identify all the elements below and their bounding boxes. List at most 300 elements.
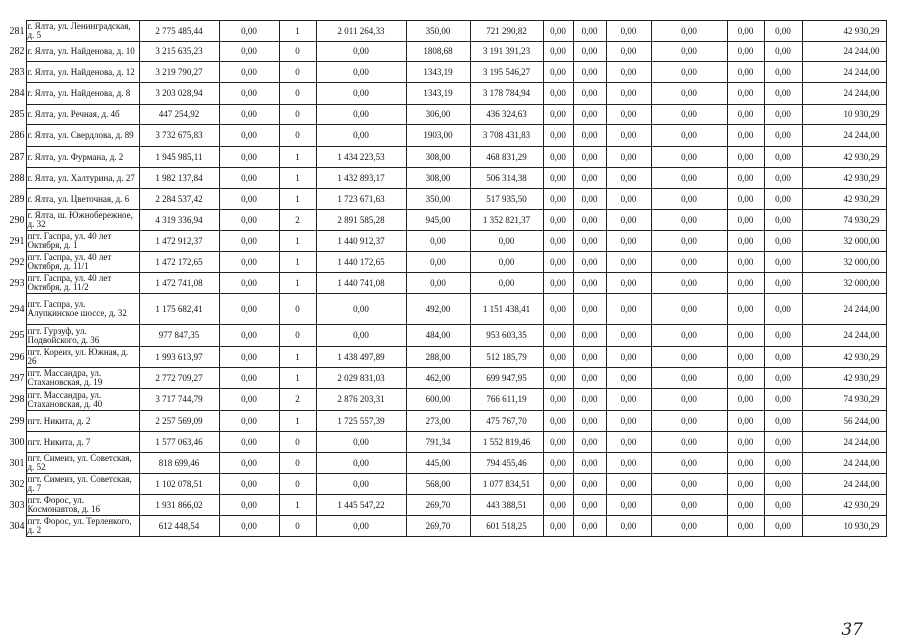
value-cell: 945,00 (406, 210, 470, 231)
table-row (0, 83, 886, 105)
row-number: 283 (9, 66, 25, 78)
value-cell: 0,00 (573, 105, 606, 125)
value-cell: 0,00 (606, 325, 651, 347)
value-cell: 0,00 (606, 389, 651, 411)
value-cell: 0,00 (651, 231, 727, 252)
value-cell: 0,00 (606, 252, 651, 273)
row-number: 286 (9, 130, 25, 141)
value-cell: 2 876 203,31 (316, 389, 406, 411)
value-cell: 0,00 (727, 83, 764, 105)
value-cell: 0,00 (727, 147, 764, 168)
address-cell: г. Ялта, ул. Речная, д. 4б (26, 105, 139, 125)
value-cell: 2 891 585,28 (316, 210, 406, 231)
value-cell: 24 244,00 (802, 125, 886, 147)
row-number: 293 (9, 277, 25, 289)
value-cell: 0,00 (764, 347, 802, 368)
value-cell: 0,00 (543, 474, 573, 495)
value-cell: 1 440 912,37 (316, 231, 406, 252)
row-number: 299 (9, 415, 25, 427)
value-cell: 0,00 (219, 147, 279, 168)
address-cell: г. Ялта, ул. Найденова, д. 12 (26, 62, 139, 83)
value-cell: 1 432 893,17 (316, 168, 406, 189)
page-number: 37 (841, 620, 863, 640)
value-cell: 0,00 (727, 495, 764, 516)
value-cell: 600,00 (406, 389, 470, 411)
value-cell: 0,00 (764, 168, 802, 189)
row-number: 301 (9, 457, 25, 469)
value-cell: 10 930,29 (802, 105, 886, 125)
value-cell: 0,00 (316, 83, 406, 105)
address-cell: пгт. Форос, ул. Космонавтов, д. 16 (26, 495, 139, 516)
address-cell: г. Ялта, ул. Фурмана, д. 2 (26, 147, 139, 168)
value-cell: 0 (279, 62, 316, 83)
value-cell: 0,00 (651, 62, 727, 83)
value-cell: 0,00 (651, 105, 727, 125)
value-cell: 0,00 (606, 42, 651, 62)
value-cell: 0,00 (543, 325, 573, 347)
address-cell: пгт. Гаспра, ул. 40 лет Октября, д. 11/1 (26, 252, 139, 273)
value-cell: 350,00 (406, 21, 470, 42)
value-cell: 0 (279, 105, 316, 125)
value-cell: 3 195 546,27 (470, 62, 543, 83)
value-cell: 0,00 (406, 231, 470, 252)
value-cell: 0,00 (651, 252, 727, 273)
value-cell: 766 611,19 (470, 389, 543, 411)
value-cell: 0,00 (606, 516, 651, 537)
value-cell: 0,00 (219, 168, 279, 189)
value-cell: 0,00 (316, 432, 406, 453)
value-cell: 0,00 (606, 125, 651, 147)
address-cell: пгт. Массандра, ул. Стахановская, д. 40 (26, 389, 139, 411)
value-cell: 0,00 (573, 389, 606, 411)
value-cell: 0,00 (316, 453, 406, 474)
value-cell: 3 191 391,23 (470, 42, 543, 62)
value-cell: 0,00 (573, 411, 606, 432)
value-cell: 3 708 431,83 (470, 125, 543, 147)
value-cell: 0,00 (219, 83, 279, 105)
address-cell: пгт. Массандра, ул. Стахановская, д. 19 (26, 368, 139, 389)
value-cell: 0,00 (606, 432, 651, 453)
value-cell: 0,00 (543, 368, 573, 389)
value-cell: 0,00 (573, 453, 606, 474)
value-cell: 0,00 (219, 368, 279, 389)
value-cell: 0,00 (651, 432, 727, 453)
table-row (0, 273, 886, 294)
value-cell: 24 244,00 (802, 325, 886, 347)
value-cell: 0,00 (470, 231, 543, 252)
value-cell: 0,00 (727, 347, 764, 368)
row-number: 284 (9, 88, 25, 99)
value-cell: 42 930,29 (802, 368, 886, 389)
value-cell: 0,00 (651, 411, 727, 432)
value-cell: 4 319 336,94 (139, 210, 219, 231)
data-table-container (0, 20, 887, 537)
value-cell: 0,00 (219, 474, 279, 495)
value-cell: 0,00 (573, 273, 606, 294)
value-cell: 0,00 (219, 210, 279, 231)
row-number: 288 (9, 172, 25, 184)
value-cell: 42 930,29 (802, 189, 886, 210)
value-cell: 0,00 (543, 125, 573, 147)
value-cell: 0,00 (727, 516, 764, 537)
value-cell: 0,00 (316, 125, 406, 147)
value-cell: 0,00 (764, 147, 802, 168)
value-cell: 0,00 (316, 105, 406, 125)
value-cell: 0,00 (727, 105, 764, 125)
value-cell: 0,00 (470, 252, 543, 273)
value-cell: 0,00 (727, 389, 764, 411)
value-cell: 0,00 (651, 147, 727, 168)
value-cell: 0,00 (406, 273, 470, 294)
table-row (0, 189, 886, 210)
value-cell: 0,00 (764, 105, 802, 125)
address-cell: пгт. Гаспра, ул. 40 лет Октября, д. 1 (26, 231, 139, 252)
table-row (0, 168, 886, 189)
value-cell: 0,00 (764, 294, 802, 325)
value-cell: 308,00 (406, 147, 470, 168)
value-cell: 1 352 821,37 (470, 210, 543, 231)
value-cell: 0,00 (727, 411, 764, 432)
value-cell: 794 455,46 (470, 453, 543, 474)
value-cell: 447 254,92 (139, 105, 219, 125)
value-cell: 0,00 (573, 21, 606, 42)
value-cell: 0,00 (727, 294, 764, 325)
value-cell: 0,00 (727, 368, 764, 389)
value-cell: 0,00 (727, 252, 764, 273)
row-number: 300 (9, 436, 25, 448)
value-cell: 0,00 (764, 453, 802, 474)
value-cell: 0,00 (573, 474, 606, 495)
value-cell: 0,00 (764, 42, 802, 62)
value-cell: 0,00 (727, 168, 764, 189)
address-cell: г. Ялта, ул. Найденова, д. 8 (26, 83, 139, 105)
value-cell: 3 717 744,79 (139, 389, 219, 411)
value-cell: 462,00 (406, 368, 470, 389)
table-row (0, 42, 886, 62)
value-cell: 0,00 (764, 411, 802, 432)
value-cell: 0,00 (651, 210, 727, 231)
value-cell: 0,00 (606, 168, 651, 189)
value-cell: 1 (279, 252, 316, 273)
value-cell: 0,00 (727, 21, 764, 42)
value-cell: 0,00 (651, 189, 727, 210)
value-cell: 0,00 (651, 474, 727, 495)
row-number: 291 (9, 235, 25, 247)
row-number: 298 (9, 394, 25, 405)
table-body (0, 21, 886, 537)
value-cell: 0,00 (219, 231, 279, 252)
row-number: 292 (9, 256, 25, 268)
value-cell: 0,00 (764, 62, 802, 83)
value-cell: 32 000,00 (802, 252, 886, 273)
value-cell: 56 244,00 (802, 411, 886, 432)
value-cell: 1 434 223,53 (316, 147, 406, 168)
value-cell: 1 438 497,89 (316, 347, 406, 368)
value-cell: 0,00 (651, 453, 727, 474)
value-cell: 791,34 (406, 432, 470, 453)
row-number: 289 (9, 193, 25, 205)
value-cell: 32 000,00 (802, 273, 886, 294)
value-cell: 0,00 (764, 189, 802, 210)
value-cell: 24 244,00 (802, 83, 886, 105)
value-cell: 1903,00 (406, 125, 470, 147)
value-cell: 0,00 (573, 325, 606, 347)
row-number: 304 (9, 520, 25, 532)
value-cell: 1 175 682,41 (139, 294, 219, 325)
table-row (0, 389, 886, 411)
value-cell: 1 (279, 368, 316, 389)
value-cell: 0,00 (316, 325, 406, 347)
value-cell: 0,00 (606, 83, 651, 105)
value-cell: 3 215 635,23 (139, 42, 219, 62)
address-cell: пгт. Гурзуф, ул. Подвойского, д. 36 (26, 325, 139, 347)
table-row (0, 368, 886, 389)
value-cell: 0 (279, 294, 316, 325)
value-cell: 0,00 (606, 62, 651, 83)
value-cell: 1 723 671,63 (316, 189, 406, 210)
value-cell: 0,00 (764, 210, 802, 231)
value-cell: 0,00 (573, 432, 606, 453)
value-cell: 1 (279, 189, 316, 210)
row-number: 290 (9, 214, 25, 226)
table-row (0, 347, 886, 368)
value-cell: 601 518,25 (470, 516, 543, 537)
value-cell: 269,70 (406, 516, 470, 537)
value-cell: 0,00 (543, 147, 573, 168)
value-cell: 0,00 (727, 453, 764, 474)
value-cell: 0,00 (606, 294, 651, 325)
value-cell: 1 (279, 273, 316, 294)
address-cell: г. Ялта, ш. Южнобережное, д. 32 (26, 210, 139, 231)
value-cell: 0,00 (543, 168, 573, 189)
value-cell: 3 219 790,27 (139, 62, 219, 83)
value-cell: 0,00 (219, 325, 279, 347)
value-cell: 0,00 (606, 368, 651, 389)
value-cell: 0,00 (219, 189, 279, 210)
value-cell: 0,00 (219, 125, 279, 147)
value-cell: 2 775 485,44 (139, 21, 219, 42)
value-cell: 42 930,29 (802, 347, 886, 368)
value-cell: 0 (279, 42, 316, 62)
table-row (0, 147, 886, 168)
row-number: 303 (9, 499, 25, 511)
table-row (0, 231, 886, 252)
value-cell: 0,00 (606, 189, 651, 210)
table-row (0, 21, 886, 42)
value-cell: 0,00 (543, 294, 573, 325)
value-cell: 0 (279, 516, 316, 537)
value-cell: 1 445 547,22 (316, 495, 406, 516)
value-cell: 0 (279, 83, 316, 105)
value-cell: 1 151 438,41 (470, 294, 543, 325)
value-cell: 0,00 (543, 453, 573, 474)
value-cell: 1 931 866,02 (139, 495, 219, 516)
value-cell: 0,00 (651, 368, 727, 389)
value-cell: 1 982 137,84 (139, 168, 219, 189)
value-cell: 2 (279, 389, 316, 411)
value-cell: 0 (279, 125, 316, 147)
value-cell: 0,00 (219, 294, 279, 325)
value-cell: 1 472 172,65 (139, 252, 219, 273)
value-cell: 0,00 (219, 411, 279, 432)
value-cell: 0,00 (219, 42, 279, 62)
value-cell: 512 185,79 (470, 347, 543, 368)
value-cell: 818 699,46 (139, 453, 219, 474)
value-cell: 0,00 (651, 168, 727, 189)
value-cell: 0,00 (406, 252, 470, 273)
value-cell: 475 767,70 (470, 411, 543, 432)
value-cell: 0,00 (727, 42, 764, 62)
value-cell: 0,00 (727, 210, 764, 231)
value-cell: 1 472 741,08 (139, 273, 219, 294)
value-cell: 3 732 675,83 (139, 125, 219, 147)
value-cell: 0,00 (543, 252, 573, 273)
value-cell: 0,00 (316, 42, 406, 62)
table-row (0, 325, 886, 347)
address-cell: пгт. Кореиз, ул. Южная, д. 26 (26, 347, 139, 368)
value-cell: 0,00 (651, 42, 727, 62)
value-cell: 699 947,95 (470, 368, 543, 389)
value-cell: 1 (279, 347, 316, 368)
value-cell: 0,00 (764, 83, 802, 105)
value-cell: 0,00 (543, 273, 573, 294)
value-cell: 350,00 (406, 189, 470, 210)
value-cell: 0,00 (219, 432, 279, 453)
value-cell: 2 029 831,03 (316, 368, 406, 389)
value-cell: 24 244,00 (802, 42, 886, 62)
value-cell: 42 930,29 (802, 147, 886, 168)
table-row (0, 105, 886, 125)
value-cell: 0,00 (764, 125, 802, 147)
value-cell: 1 945 985,11 (139, 147, 219, 168)
value-cell: 1 552 819,46 (470, 432, 543, 453)
value-cell: 492,00 (406, 294, 470, 325)
value-cell: 0,00 (727, 432, 764, 453)
address-cell: пгт. Симеиз, ул. Советская, д. 52 (26, 453, 139, 474)
value-cell: 0,00 (651, 325, 727, 347)
value-cell: 612 448,54 (139, 516, 219, 537)
value-cell: 0,00 (316, 62, 406, 83)
value-cell: 0,00 (543, 189, 573, 210)
value-cell: 0 (279, 453, 316, 474)
value-cell: 288,00 (406, 347, 470, 368)
value-cell: 0,00 (651, 516, 727, 537)
value-cell: 0,00 (470, 273, 543, 294)
row-number: 302 (9, 478, 25, 490)
value-cell: 0,00 (316, 516, 406, 537)
address-cell: пгт. Никита, д. 7 (26, 432, 139, 453)
value-cell: 1 577 063,46 (139, 432, 219, 453)
value-cell: 0,00 (764, 231, 802, 252)
row-number: 295 (9, 330, 25, 341)
value-cell: 0,00 (543, 42, 573, 62)
value-cell: 1 (279, 21, 316, 42)
value-cell: 0,00 (573, 516, 606, 537)
value-cell: 0,00 (727, 273, 764, 294)
value-cell: 0,00 (606, 21, 651, 42)
value-cell: 0,00 (573, 368, 606, 389)
value-cell: 721 290,82 (470, 21, 543, 42)
value-cell: 0,00 (651, 347, 727, 368)
value-cell: 1343,19 (406, 83, 470, 105)
address-cell: пгт. Гаспра, ул. 40 лет Октября, д. 11/2 (26, 273, 139, 294)
value-cell: 1343,19 (406, 62, 470, 83)
row-number: 285 (9, 109, 25, 120)
value-cell: 3 203 028,94 (139, 83, 219, 105)
value-cell: 468 831,29 (470, 147, 543, 168)
table-row (0, 252, 886, 273)
value-cell: 0,00 (606, 105, 651, 125)
row-number: 294 (9, 303, 25, 315)
value-cell: 0,00 (764, 273, 802, 294)
value-cell: 0,00 (543, 210, 573, 231)
value-cell: 1 725 557,39 (316, 411, 406, 432)
value-cell: 0,00 (573, 347, 606, 368)
value-cell: 0,00 (573, 495, 606, 516)
table-row (0, 453, 886, 474)
value-cell: 0,00 (727, 474, 764, 495)
value-cell: 42 930,29 (802, 495, 886, 516)
value-cell: 0,00 (727, 125, 764, 147)
value-cell: 0 (279, 432, 316, 453)
value-cell: 0,00 (573, 294, 606, 325)
value-cell: 0,00 (573, 252, 606, 273)
value-cell: 1 440 741,08 (316, 273, 406, 294)
value-cell: 0,00 (651, 294, 727, 325)
value-cell: 0,00 (606, 495, 651, 516)
value-cell: 24 244,00 (802, 294, 886, 325)
value-cell: 0,00 (543, 347, 573, 368)
value-cell: 0,00 (573, 83, 606, 105)
row-number: 287 (9, 151, 25, 163)
value-cell: 977 847,35 (139, 325, 219, 347)
address-cell: г. Ялта, ул. Свердлова, д. 89 (26, 125, 139, 147)
value-cell: 1 (279, 411, 316, 432)
value-cell: 0,00 (573, 62, 606, 83)
value-cell: 0,00 (219, 273, 279, 294)
value-cell: 0,00 (219, 453, 279, 474)
value-cell: 0,00 (543, 62, 573, 83)
value-cell: 0,00 (727, 189, 764, 210)
table-row (0, 294, 886, 325)
address-cell: г. Ялта, ул. Халтурина, д. 27 (26, 168, 139, 189)
value-cell: 0,00 (764, 368, 802, 389)
value-cell: 2 257 569,09 (139, 411, 219, 432)
value-cell: 2 (279, 210, 316, 231)
address-cell: пгт. Форос, ул. Терленкого, д. 2 (26, 516, 139, 537)
value-cell: 273,00 (406, 411, 470, 432)
value-cell: 3 178 784,94 (470, 83, 543, 105)
value-cell: 0,00 (651, 389, 727, 411)
value-cell: 24 244,00 (802, 432, 886, 453)
value-cell: 0,00 (219, 105, 279, 125)
value-cell: 0,00 (573, 189, 606, 210)
row-number: 296 (9, 351, 25, 363)
value-cell: 42 930,29 (802, 21, 886, 42)
value-cell: 0,00 (573, 42, 606, 62)
value-cell: 0,00 (651, 83, 727, 105)
value-cell: 0,00 (573, 210, 606, 231)
table-row (0, 62, 886, 83)
value-cell: 0,00 (219, 347, 279, 368)
value-cell: 0,00 (543, 432, 573, 453)
data-table (0, 20, 887, 537)
value-cell: 0,00 (606, 411, 651, 432)
row-number: 282 (9, 46, 25, 57)
value-cell: 0,00 (573, 125, 606, 147)
value-cell: 0,00 (219, 62, 279, 83)
table-row (0, 210, 886, 231)
